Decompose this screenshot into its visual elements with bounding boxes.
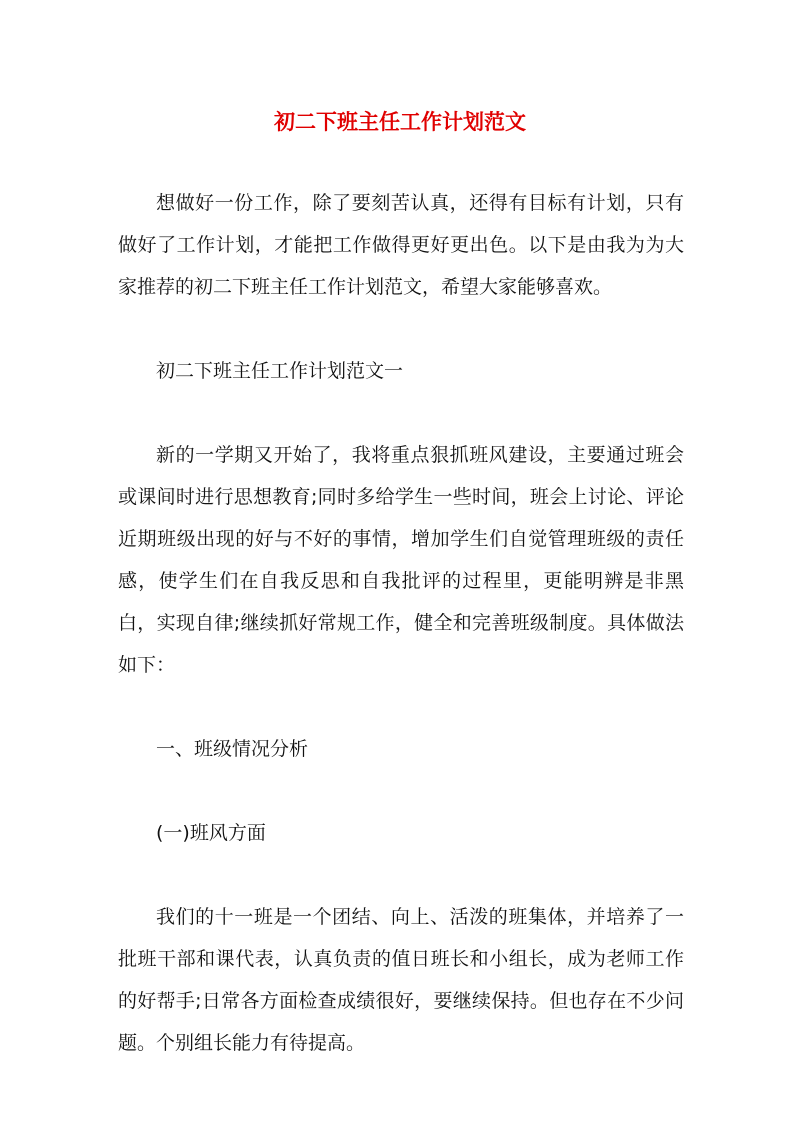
section-heading-class-analysis: 一、班级情况分析 [156, 738, 309, 760]
plan-overview-paragraph: 新的一学期又开始了，我将重点狠抓班风建设，主要通过班会或课间时进行思想教育;同时多给学生一些时间，班会上讨论、评论近期班级出现的好与不好的事情，增加学生们自觉管理班级的责任感，使学生们在自我反思和自我批评的过程里，更能明辨是非黑白，实现自律;继续抓好常规工作，健全和完善班级制度。具体做法如下： [118, 444, 684, 676]
subsection-heading-class-spirit: (一)班风方面 [156, 822, 266, 844]
intro-paragraph: 想做好一份工作，除了要刻苦认真，还得有目标有计划，只有做好了工作计划，才能把工作做得更好更出色。以下是由我为为大家推荐的初二下班主任工作计划范文，希望大家能够喜欢。 [118, 192, 684, 298]
section-heading-plan-one: 初二下班主任工作计划范文一 [156, 360, 404, 382]
class-spirit-paragraph: 我们的十一班是一个团结、向上、活泼的班集体，并培养了一批班干部和课代表，认真负责的值日班长和小组长，成为老师工作的好帮手;日常各方面检查成绩很好，要继续保持。但也存在不少问题。个别组长能力有待提高。 [118, 906, 684, 1054]
document-title: 初二下班主任工作计划范文 [274, 110, 526, 134]
document-body [118, 182, 684, 1064]
